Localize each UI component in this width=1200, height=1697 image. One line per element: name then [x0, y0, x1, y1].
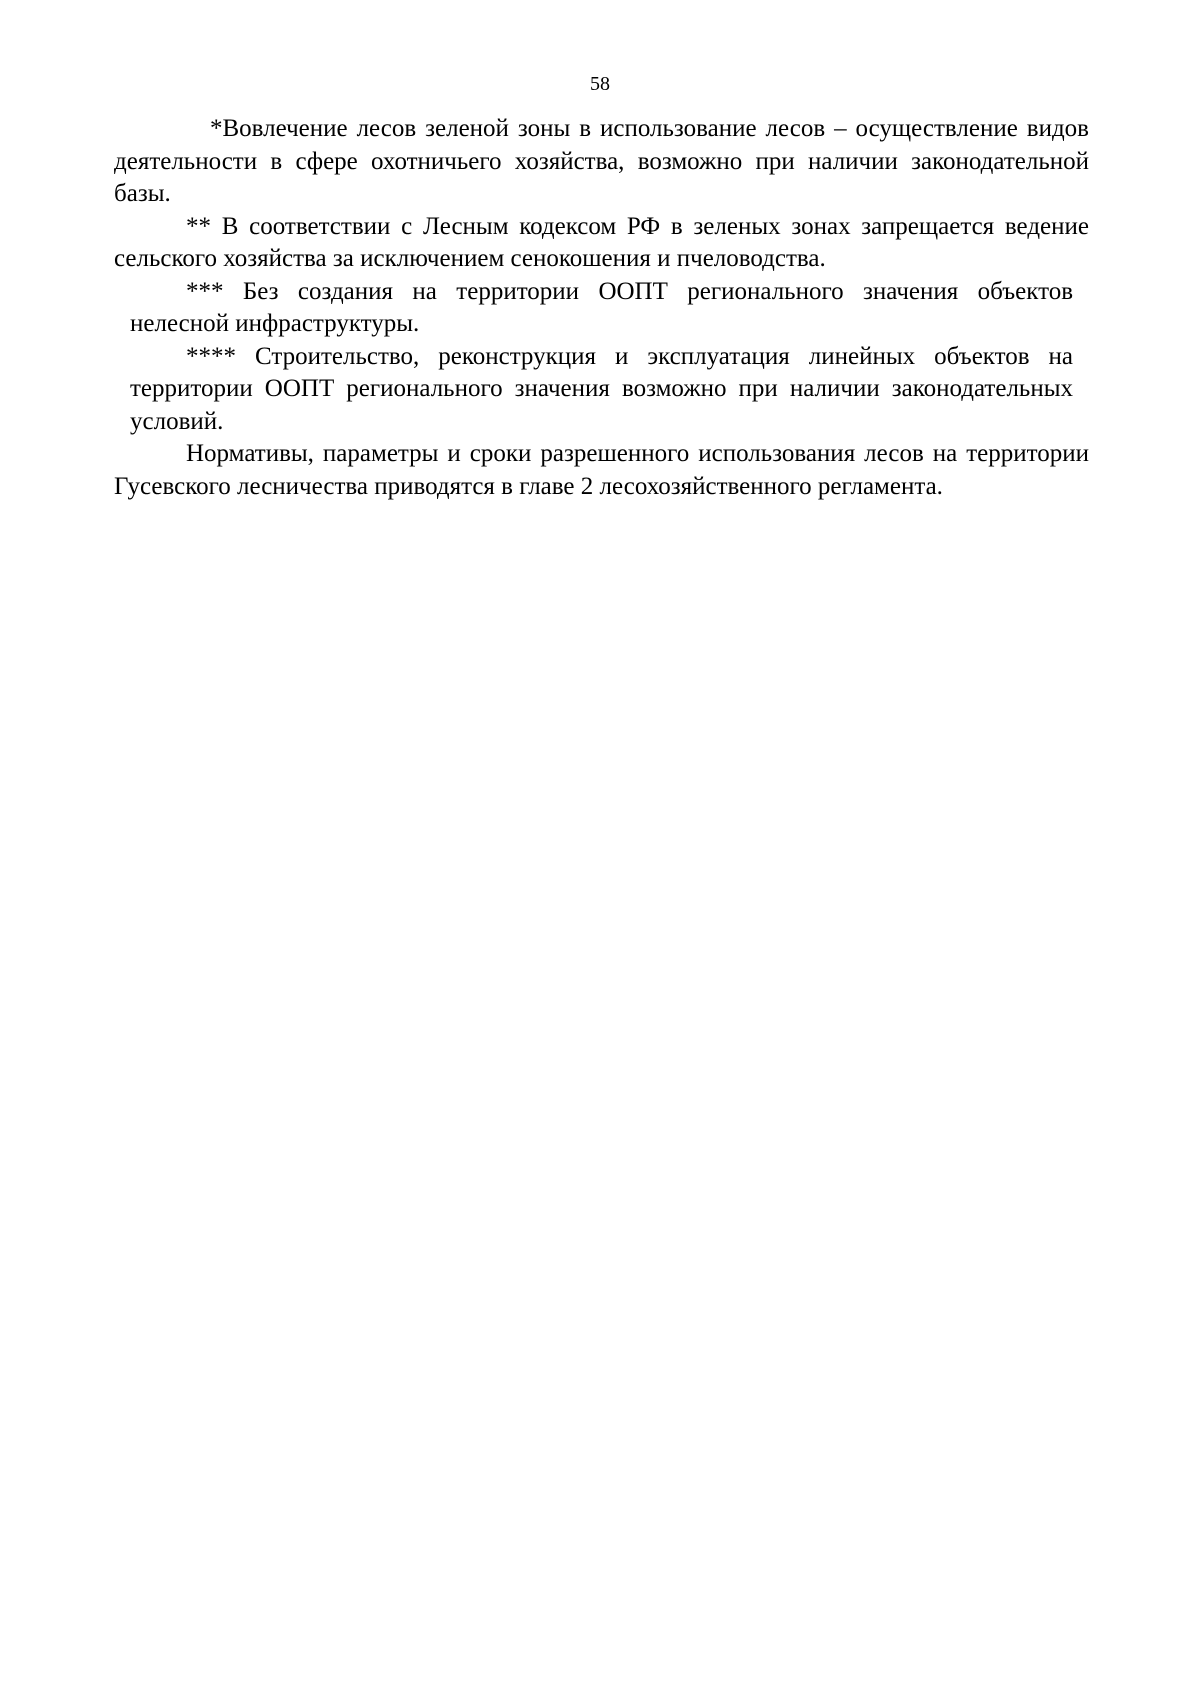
page-number: 58: [590, 73, 610, 95]
footnote-paragraph-1: *Вовлечение лесов зеленой зоны в использование лесов – осуществление видов деятельности в сфере охотничьего хозяйства, возможно при наличии законодательной базы.: [114, 115, 1089, 207]
footnote-paragraph-2: ** В соответствии с Лесным кодексом РФ в зеленых зонах запрещается ведение сельского хозяйства за исключением сенокошения и пчеловодства.: [114, 212, 1089, 272]
document-body: [114, 113, 1089, 503]
footnote-paragraph-3: *** Без создания на территории ООПТ регионального значения объектов нелесной инфраструктуры.: [130, 277, 1073, 337]
body-paragraph: Нормативы, параметры и сроки разрешенного использования лесов на территории Гусевского лесничества приводятся в главе 2 лесохозяйственного регламента.: [114, 440, 1089, 500]
footnote-paragraph-4: **** Строительство, реконструкция и эксплуатация линейных объектов на территории ООПТ регионального значения возможно при наличии законодательных условий.: [130, 342, 1073, 435]
